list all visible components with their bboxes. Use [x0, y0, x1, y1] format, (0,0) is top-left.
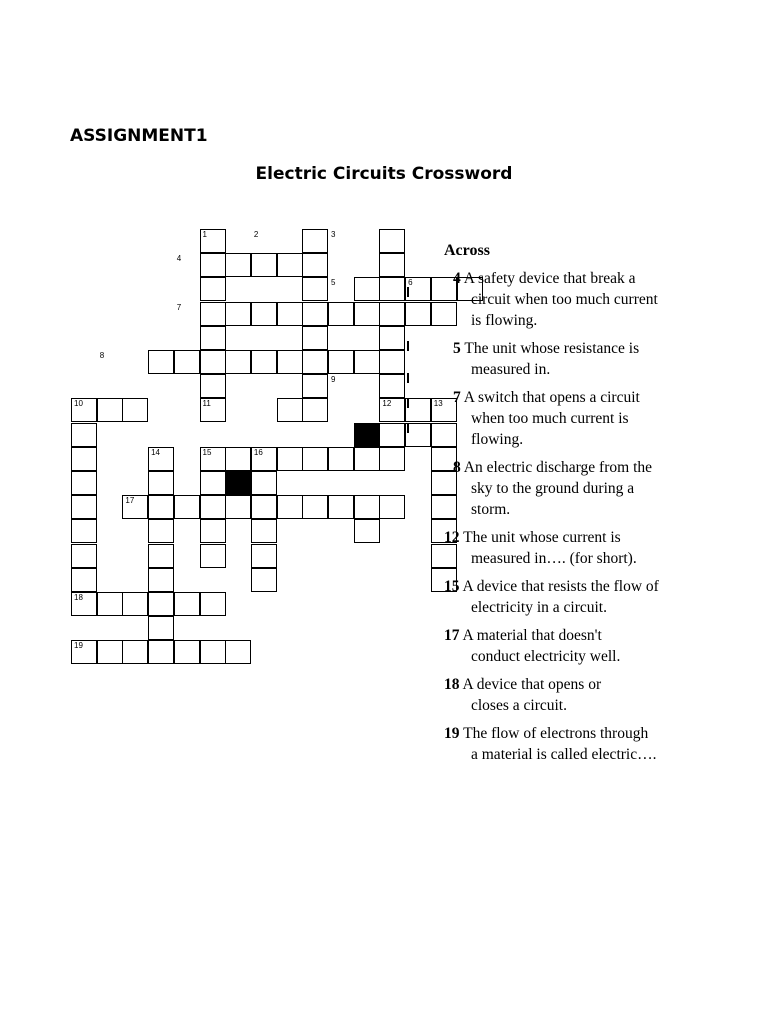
clue-number: 12 — [444, 529, 460, 546]
crossword-cell[interactable] — [302, 253, 328, 277]
clue-item — [444, 387, 734, 450]
clue-text: A material that doesn't — [462, 627, 602, 644]
crossword-cell[interactable] — [302, 277, 328, 301]
crossword-cell[interactable] — [354, 519, 380, 543]
crossword-cell[interactable] — [379, 374, 405, 398]
clue-text: A device that opens or — [462, 676, 602, 693]
clue-line — [444, 387, 734, 408]
clue-line — [444, 527, 734, 548]
crossword-cell[interactable] — [354, 302, 380, 326]
clue-line — [444, 723, 734, 744]
crossword-clue-number: 10 — [74, 399, 83, 409]
crossword-black-cell — [225, 471, 251, 495]
clue-item — [444, 527, 734, 569]
crossword-cell[interactable] — [328, 350, 354, 374]
clue-text: measured in…. (for short). — [471, 550, 637, 567]
crossword-cell[interactable] — [328, 302, 354, 326]
clue-text: A switch that opens a circuit — [463, 389, 640, 406]
crossword-cell[interactable] — [405, 277, 431, 301]
crossword-cell[interactable] — [148, 640, 174, 664]
crossword-clue-number: 2 — [253, 230, 259, 239]
clue-line — [444, 744, 734, 765]
crossword-cell[interactable] — [302, 447, 328, 471]
crossword-cell[interactable] — [251, 568, 277, 592]
crossword-cell[interactable] — [174, 350, 200, 374]
clue-text: The unit whose resistance is — [464, 340, 640, 357]
crossword-cell[interactable] — [251, 495, 277, 519]
clue-text: measured in. — [471, 361, 551, 378]
clue-item — [444, 268, 734, 331]
crossword-cell[interactable] — [148, 568, 174, 592]
crossword-cell[interactable] — [200, 471, 226, 495]
crossword-clue-number: 16 — [253, 447, 263, 457]
crossword-cell[interactable] — [200, 374, 226, 398]
clue-list — [444, 268, 734, 765]
crossword-cell[interactable] — [71, 423, 97, 447]
clue-line — [444, 548, 734, 569]
crossword-cell[interactable] — [71, 398, 97, 422]
crossword-cell[interactable] — [354, 277, 380, 301]
crossword-cell[interactable] — [174, 592, 200, 616]
clue-number: 7 — [453, 389, 461, 406]
crossword-cell[interactable] — [354, 350, 380, 374]
crossword-cell[interactable] — [302, 495, 328, 519]
clue-line — [444, 478, 734, 499]
clue-line — [444, 695, 734, 716]
crossword-cell[interactable] — [148, 592, 174, 616]
crossword-cell[interactable] — [200, 229, 226, 253]
crossword-cell[interactable] — [354, 447, 380, 471]
crossword-cell[interactable] — [328, 495, 354, 519]
crossword-cell[interactable] — [251, 302, 277, 326]
clue-item — [444, 674, 734, 716]
crossword-cell[interactable] — [302, 326, 328, 350]
clue-text: closes a circuit. — [471, 697, 567, 714]
crossword-cell[interactable] — [354, 495, 380, 519]
clue-text: The flow of electrons through — [463, 725, 649, 742]
crossword-cell[interactable] — [97, 592, 123, 616]
crossword-cell[interactable] — [122, 495, 148, 519]
crossword-cell[interactable] — [174, 495, 200, 519]
clue-line — [444, 359, 734, 380]
crossword-cell[interactable] — [225, 447, 251, 471]
crossword-cell[interactable] — [71, 640, 97, 664]
crossword-cell[interactable] — [251, 350, 277, 374]
assignment-label: ASSIGNMENT1 — [70, 126, 208, 146]
crossword-cell[interactable] — [200, 447, 226, 471]
crossword-cell[interactable] — [200, 253, 226, 277]
crossword-clue-number: 4 — [176, 254, 182, 264]
clue-number: 18 — [444, 676, 460, 693]
crossword-cell[interactable] — [71, 544, 97, 568]
crossword-cell[interactable] — [379, 253, 405, 277]
clue-number: 5 — [453, 340, 461, 357]
crossword-cell[interactable] — [97, 640, 123, 664]
crossword-clue-number: 11 — [202, 399, 211, 409]
crossword-cell[interactable] — [71, 568, 97, 592]
crossword-cell[interactable] — [277, 350, 303, 374]
clue-line — [444, 597, 734, 618]
clue-line — [444, 289, 734, 310]
crossword-clue-number: 6 — [408, 278, 413, 288]
crossword-clue-number: 8 — [99, 351, 105, 360]
crossword-cell[interactable] — [200, 592, 226, 616]
crossword-cell[interactable] — [379, 350, 405, 374]
crossword-cell[interactable] — [174, 640, 200, 664]
crossword-cell[interactable] — [379, 326, 405, 350]
clue-line — [444, 625, 734, 646]
clue-line — [444, 338, 734, 359]
crossword-cell[interactable] — [148, 350, 174, 374]
clue-line — [444, 310, 734, 331]
crossword-clue-number: 19 — [74, 641, 83, 651]
crossword-cell[interactable] — [302, 398, 328, 422]
crossword-cell[interactable] — [225, 350, 251, 374]
clue-text: when too much current is — [471, 410, 629, 427]
crossword-cell[interactable] — [251, 544, 277, 568]
crossword-cell[interactable] — [225, 302, 251, 326]
crossword-cell[interactable] — [148, 616, 174, 640]
crossword-cell[interactable] — [379, 229, 405, 253]
crossword-cell[interactable] — [277, 302, 303, 326]
crossword-clue-number: 9 — [331, 375, 336, 385]
crossword-cell[interactable] — [200, 398, 226, 422]
crossword-clue-number: 13 — [433, 399, 443, 409]
clue-line — [444, 457, 734, 478]
clue-line — [444, 674, 734, 695]
crossword-cell[interactable] — [379, 398, 405, 422]
clue-text: A device that resists the flow of — [462, 578, 659, 595]
crossword-cell[interactable] — [200, 640, 226, 664]
crossword-cell[interactable] — [148, 544, 174, 568]
crossword-cell[interactable] — [405, 398, 431, 422]
clue-number: 4 — [453, 270, 461, 287]
crossword-cell[interactable] — [200, 350, 226, 374]
clue-line — [444, 499, 734, 520]
crossword-cell[interactable] — [148, 495, 174, 519]
crossword-cell[interactable] — [200, 302, 226, 326]
crossword-cell[interactable] — [328, 447, 354, 471]
crossword-clue-number: 7 — [176, 302, 182, 312]
crossword-cell[interactable] — [71, 447, 97, 471]
crossword-cell[interactable] — [225, 253, 251, 277]
crossword-clue-number: 17 — [125, 496, 135, 506]
crossword-cell[interactable] — [97, 398, 123, 422]
crossword-cell[interactable] — [251, 447, 277, 471]
clue-text: conduct electricity well. — [471, 648, 621, 665]
clue-line — [444, 268, 734, 289]
crossword-clue-number: 1 — [202, 230, 207, 239]
crossword-clue-number: 18 — [74, 593, 83, 602]
crossword-cell[interactable] — [379, 277, 405, 301]
crossword-cell[interactable] — [379, 423, 405, 447]
crossword-cell[interactable] — [251, 253, 277, 277]
clue-text: flowing. — [471, 431, 524, 448]
clue-text: storm. — [471, 501, 511, 518]
clue-line — [444, 429, 734, 450]
clue-text: a material is called electric…. — [471, 746, 657, 763]
clue-text: sky to the ground during a — [471, 480, 635, 497]
grid-edge-stub — [407, 341, 409, 351]
crossword-clue-number: 14 — [151, 447, 160, 457]
crossword-cell[interactable] — [251, 471, 277, 495]
clue-item — [444, 576, 734, 618]
crossword-cell[interactable] — [122, 398, 148, 422]
crossword-cell[interactable] — [302, 374, 328, 398]
crossword-cell[interactable] — [122, 592, 148, 616]
clue-text: circuit when too much current — [471, 291, 658, 308]
clue-item — [444, 338, 734, 380]
crossword-cell[interactable] — [277, 495, 303, 519]
crossword-cell[interactable] — [302, 229, 328, 253]
crossword-cell[interactable] — [122, 640, 148, 664]
crossword-cell[interactable] — [277, 398, 303, 422]
crossword-cell[interactable] — [277, 447, 303, 471]
crossword-cell[interactable] — [71, 592, 97, 616]
clue-number: 8 — [453, 459, 461, 476]
crossword-cell[interactable] — [148, 447, 174, 471]
clue-number: 17 — [444, 627, 460, 644]
clue-number: 19 — [444, 725, 460, 742]
crossword-cell[interactable] — [405, 302, 431, 326]
clue-line — [444, 646, 734, 667]
page-title: Electric Circuits Crossword — [255, 164, 513, 184]
crossword-cell[interactable] — [71, 519, 97, 543]
clues-heading: Across — [444, 242, 490, 259]
clue-text: is flowing. — [471, 312, 538, 329]
crossword-cell[interactable] — [71, 471, 97, 495]
crossword-cell[interactable] — [225, 640, 251, 664]
clue-item — [444, 723, 734, 765]
crossword-clue-number: 15 — [202, 447, 212, 457]
clue-item — [444, 457, 734, 520]
crossword-clue-number: 3 — [331, 230, 336, 239]
crossword-cell[interactable] — [379, 447, 405, 471]
crossword-cell[interactable] — [71, 495, 97, 519]
clue-text: A safety device that break a — [463, 270, 636, 287]
crossword-cell[interactable] — [148, 519, 174, 543]
crossword-cell[interactable] — [200, 519, 226, 543]
clue-text: electricity in a circuit. — [471, 599, 607, 616]
crossword-cell[interactable] — [200, 495, 226, 519]
crossword-cell[interactable] — [379, 495, 405, 519]
clues-panel — [444, 240, 734, 772]
clue-line — [444, 576, 734, 597]
crossword-black-cell — [354, 423, 380, 447]
clue-item — [444, 625, 734, 667]
crossword-cell[interactable] — [302, 302, 328, 326]
crossword-cell[interactable] — [405, 423, 431, 447]
crossword-cell[interactable] — [379, 302, 405, 326]
crossword-cell[interactable] — [302, 350, 328, 374]
clue-text: The unit whose current is — [463, 529, 621, 546]
crossword-cell[interactable] — [200, 544, 226, 568]
crossword-cell[interactable] — [200, 326, 226, 350]
crossword-cell[interactable] — [251, 519, 277, 543]
crossword-cell[interactable] — [200, 277, 226, 301]
crossword-clue-number: 5 — [331, 278, 336, 288]
clue-line — [444, 408, 734, 429]
grid-edge-stub — [407, 373, 409, 383]
clue-number: 15 — [444, 578, 460, 595]
crossword-cell[interactable] — [225, 495, 251, 519]
crossword-cell[interactable] — [277, 253, 303, 277]
crossword-clue-number: 12 — [382, 399, 392, 409]
crossword-cell[interactable] — [148, 471, 174, 495]
clue-text: An electric discharge from the — [463, 459, 652, 476]
